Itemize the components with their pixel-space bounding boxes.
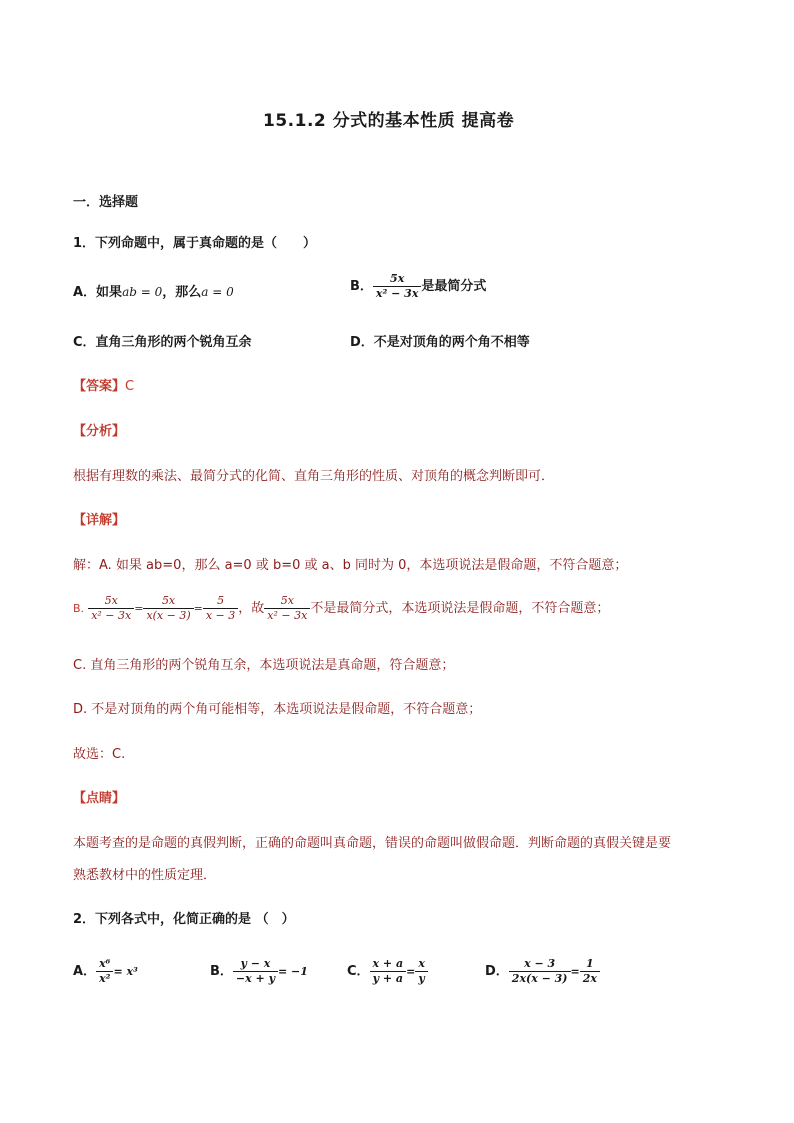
q1-option-a xyxy=(73,281,234,300)
q2-option-c: C． $\frac{x + a}{y + a}$ = $\frac{x}{y}$ xyxy=(347,957,428,986)
q2-option-d-rhs-fraction: $\frac{1}{2x}$ xyxy=(580,957,600,986)
answer-tag: 【答案】 xyxy=(73,379,126,394)
detail-line-b: B. $\frac{5x}{\text{x² − 3x}}$ = $\frac{5x}{x(x - 3)}$ = $\frac{5}{x - 3}$ ，故 $\frac{5x}{\text{x² − 3x}}$ 不是最简分式，本选项说法是假命题，不符合题意； xyxy=(73,594,610,622)
q2-stem: 2．下列各式中，化简正确的是 （ ） xyxy=(73,912,295,927)
q1-option-b-tail: 是最简分式 xyxy=(421,279,487,294)
q2-option-b-label: B． xyxy=(210,964,233,979)
document-title: 15.1.2 分式的基本性质 提高卷 xyxy=(263,111,515,131)
q1-option-d: D．不是对顶角的两个角不相等 xyxy=(350,335,530,350)
q1-option-b-fraction: $\frac{5x}{\text{x² − 3x}}$ xyxy=(373,272,421,301)
detail-b-frac4: $\frac{5x}{\text{x² − 3x}}$ xyxy=(264,594,310,623)
q1-option-a-mid: ，那么 xyxy=(162,285,202,300)
q2-option-c-fraction: $\frac{x + a}{y + a}$ xyxy=(370,957,407,986)
q1-stem: 1．下列命题中，属于真命题的是（ ） xyxy=(73,236,317,251)
detail-b-frac1: $\frac{5x}{\text{x² − 3x}}$ xyxy=(88,594,134,623)
detail-b-frac2: $\frac{5x}{x(x - 3)}$ xyxy=(143,594,193,623)
q2-option-a-label: A． xyxy=(73,964,97,979)
q2-option-d-label: D． xyxy=(485,964,509,979)
q2-option-b xyxy=(210,957,308,986)
q2-option-c-label: C． xyxy=(347,964,370,979)
q2-option-d-fraction: $\frac{x - 3}{2x(x - 3)}$ xyxy=(509,957,571,986)
detail-b-tail: 不是最简分式，本选项说法是假命题，不符合题意； xyxy=(310,601,610,616)
detail-line-d: D. 不是对顶角的两个角可能相等，本选项说法是假命题，不符合题意； xyxy=(73,702,482,717)
section-heading: 一．选择题 xyxy=(73,195,139,210)
detail-b-label: B. xyxy=(73,602,85,615)
detail-choose: 故选：C. xyxy=(73,747,126,762)
q2-option-c-rhs-fraction: $\frac{x}{y}$ xyxy=(415,957,428,986)
detail-b-frac3: $\frac{5}{x - 3}$ xyxy=(203,594,238,623)
q1-option-b xyxy=(350,272,486,301)
answer-value: C xyxy=(125,379,135,394)
q1-option-a-label: A．如果 xyxy=(73,285,123,300)
q2-option-a xyxy=(73,957,138,986)
q2-option-a-rhs: = x³ xyxy=(113,965,138,978)
analysis-text: 根据有理数的乘法、最简分式的化简、直角三角形的性质、对顶角的概念判断即可． xyxy=(73,469,555,484)
q1-option-b-label: B． xyxy=(350,279,373,294)
detail-line-a: 解：A. 如果 ab=0，那么 a=0 或 b=0 或 a、b 同时为 0，本选项说法是假命题，不符合题意； xyxy=(73,558,628,573)
q1-option-a-expr1: ab = 0 xyxy=(122,285,163,299)
q2-option-a-fraction: $\frac{\text{x⁶}}{\text{x²}}$ xyxy=(96,957,113,986)
detail-tag: 【详解】 xyxy=(73,513,126,528)
q1-answer xyxy=(73,375,134,394)
detail-line-c: C. 直角三角形的两个锐角互余，本选项说法是真命题，符合题意； xyxy=(73,658,455,673)
analysis-tag: 【分析】 xyxy=(73,424,126,439)
q1-option-c: C．直角三角形的两个锐角互余 xyxy=(73,335,252,350)
comment-line-1: 本题考查的是命题的真假判断，正确的命题叫真命题，错误的命题叫做假命题．判断命题的真假关键是要 xyxy=(73,836,672,851)
q1-option-a-expr2: a = 0 xyxy=(201,285,234,299)
comment-line-2: 熟悉教材中的性质定理． xyxy=(73,868,217,883)
detail-b-mid: ，故 xyxy=(238,601,265,616)
q2-option-b-rhs: = −1 xyxy=(277,965,308,978)
q2-option-b-fraction: $\frac{y - x}{-x + y}$ xyxy=(233,957,278,986)
q2-option-d: D． $\frac{x - 3}{2x(x - 3)}$ = $\frac{1}{2x}$ xyxy=(485,957,600,986)
comment-tag: 【点睛】 xyxy=(73,791,126,806)
